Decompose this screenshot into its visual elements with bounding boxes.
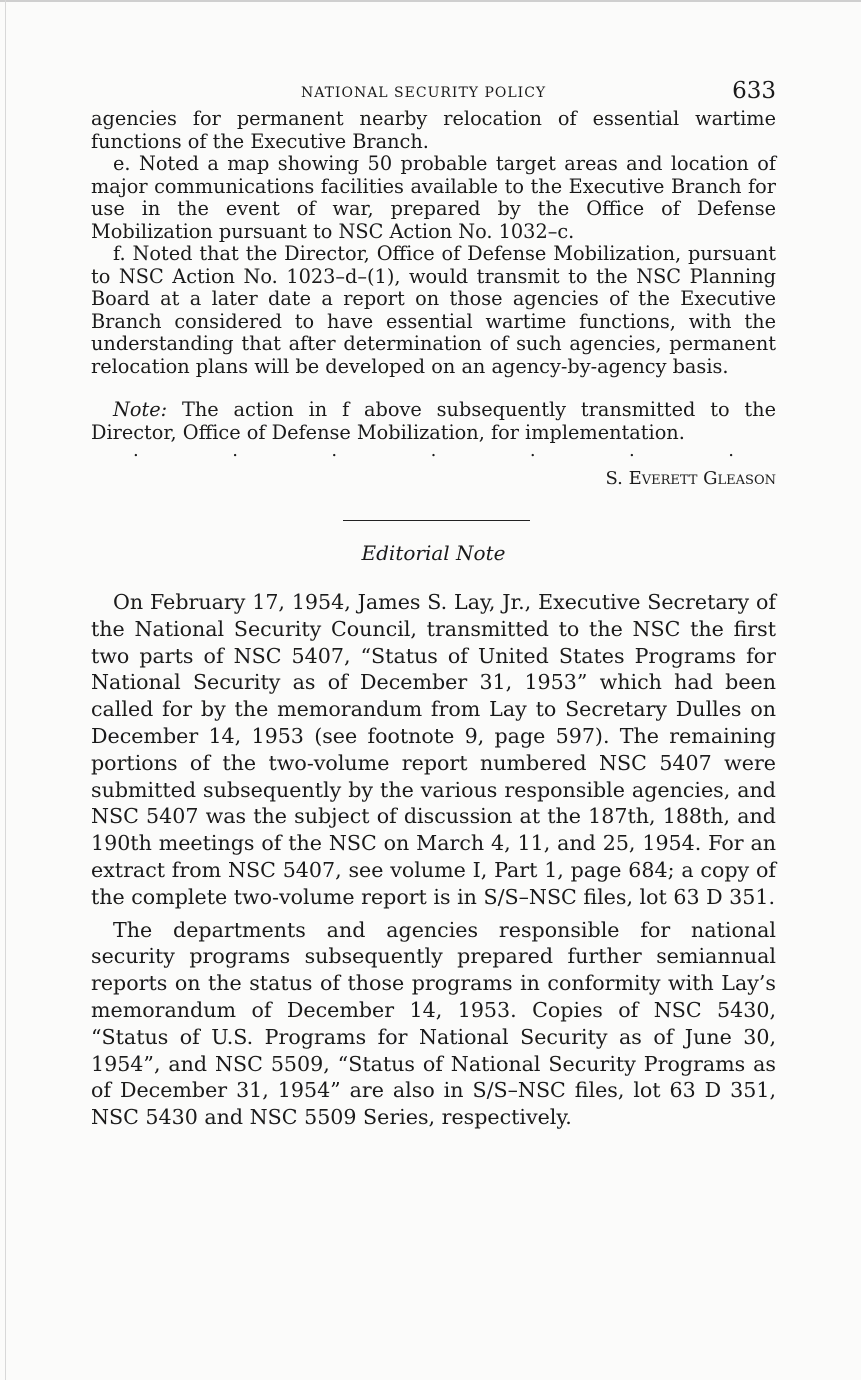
editorial-note-heading: Editorial Note (361, 541, 506, 565)
editorial-paragraph-1: On February 17, 1954, James S. Lay, Jr., Executive Secretary of the National Security Council, transmitted to the NSC the first two parts of NSC 5407, “Status of United States Programs for National Security as of December 31, 1953” which had been called for by the memorandum from Lay to Secretary Dulles on December 14, 1953 (see footnote 9, page 597). The remaining portions of the two-volume report numbered NSC 5407 were submitted subsequently by the various responsible agencies, and NSC 5407 was the subject of discussion at the 187th, 188th, and 190th meetings of the NSC on March 4, 11, and 25, 1954. For an extract from NSC 5407, see volume I, Part 1, page 684; a copy of the complete two-volume report is in S/S–NSC files, lot 63 D 351. (91, 590, 776, 909)
page-number: 633 (732, 78, 776, 104)
scan-left-edge (5, 0, 6, 1380)
note-text: The action in f above subsequently transmitted to the Director, Office of Defense Mobilization, for implementation. (91, 398, 776, 444)
ellipsis-dot: . (529, 440, 536, 461)
ellipsis-dot: . (629, 440, 635, 461)
signature-name: S. Everett Gleason (605, 468, 776, 489)
ellipsis-row (91, 440, 776, 466)
item-e-paragraph: e. Noted a map showing 50 probable target areas and location of major communications facilities available to the Executive Branch for use in the event of war, prepared by the Office of Defense Mobilization pursuant to NSC Action No. 1032–c. (91, 152, 776, 243)
ellipsis-dot: . (133, 440, 139, 461)
note-paragraph (91, 399, 776, 444)
editorial-note-body (91, 589, 776, 1131)
signature (91, 468, 776, 492)
ellipsis-dot: . (331, 440, 338, 461)
document-page (91, 78, 776, 1131)
section-divider (343, 520, 530, 521)
item-f-paragraph: f. Noted that the Director, Office of Defense Mobilization, pursuant to NSC Action No. 1023–d–(1), would transmit to the NSC Planning Board at a later date a report on those agencies of the Executive Branch considered to have essential wartime functions, with the understanding that after determination of such agencies, permanent relocation plans will be developed on an agency-by-agency basis. (91, 242, 776, 378)
editorial-paragraph-2: The departments and agencies responsible for national security programs subsequently prepared further semiannual reports on the status of those programs in conformity with Lay’s memorandum of December 14, 1953. Copies of NSC 5430, “Status of U.S. Programs for National Security as of June 30, 1954”, and NSC 5509, “Status of National Security Programs as of December 31, 1954” are also in S/S–NSC files, lot 63 D 351, NSC 5430 and NSC 5509 Series, respectively. (91, 917, 776, 1130)
continuation-paragraph: agencies for permanent nearby relocation of essential wartime functions of the Executive Branch. (91, 107, 776, 153)
ellipsis-dot: . (728, 440, 734, 461)
ellipsis-dot: . (232, 440, 238, 461)
action-items (91, 108, 776, 444)
running-head (91, 78, 776, 108)
running-title: NATIONAL SECURITY POLICY (301, 85, 547, 101)
ellipsis-dot: . (430, 440, 437, 461)
scan-top-edge (0, 0, 861, 2)
note-label: Note: (113, 398, 168, 421)
